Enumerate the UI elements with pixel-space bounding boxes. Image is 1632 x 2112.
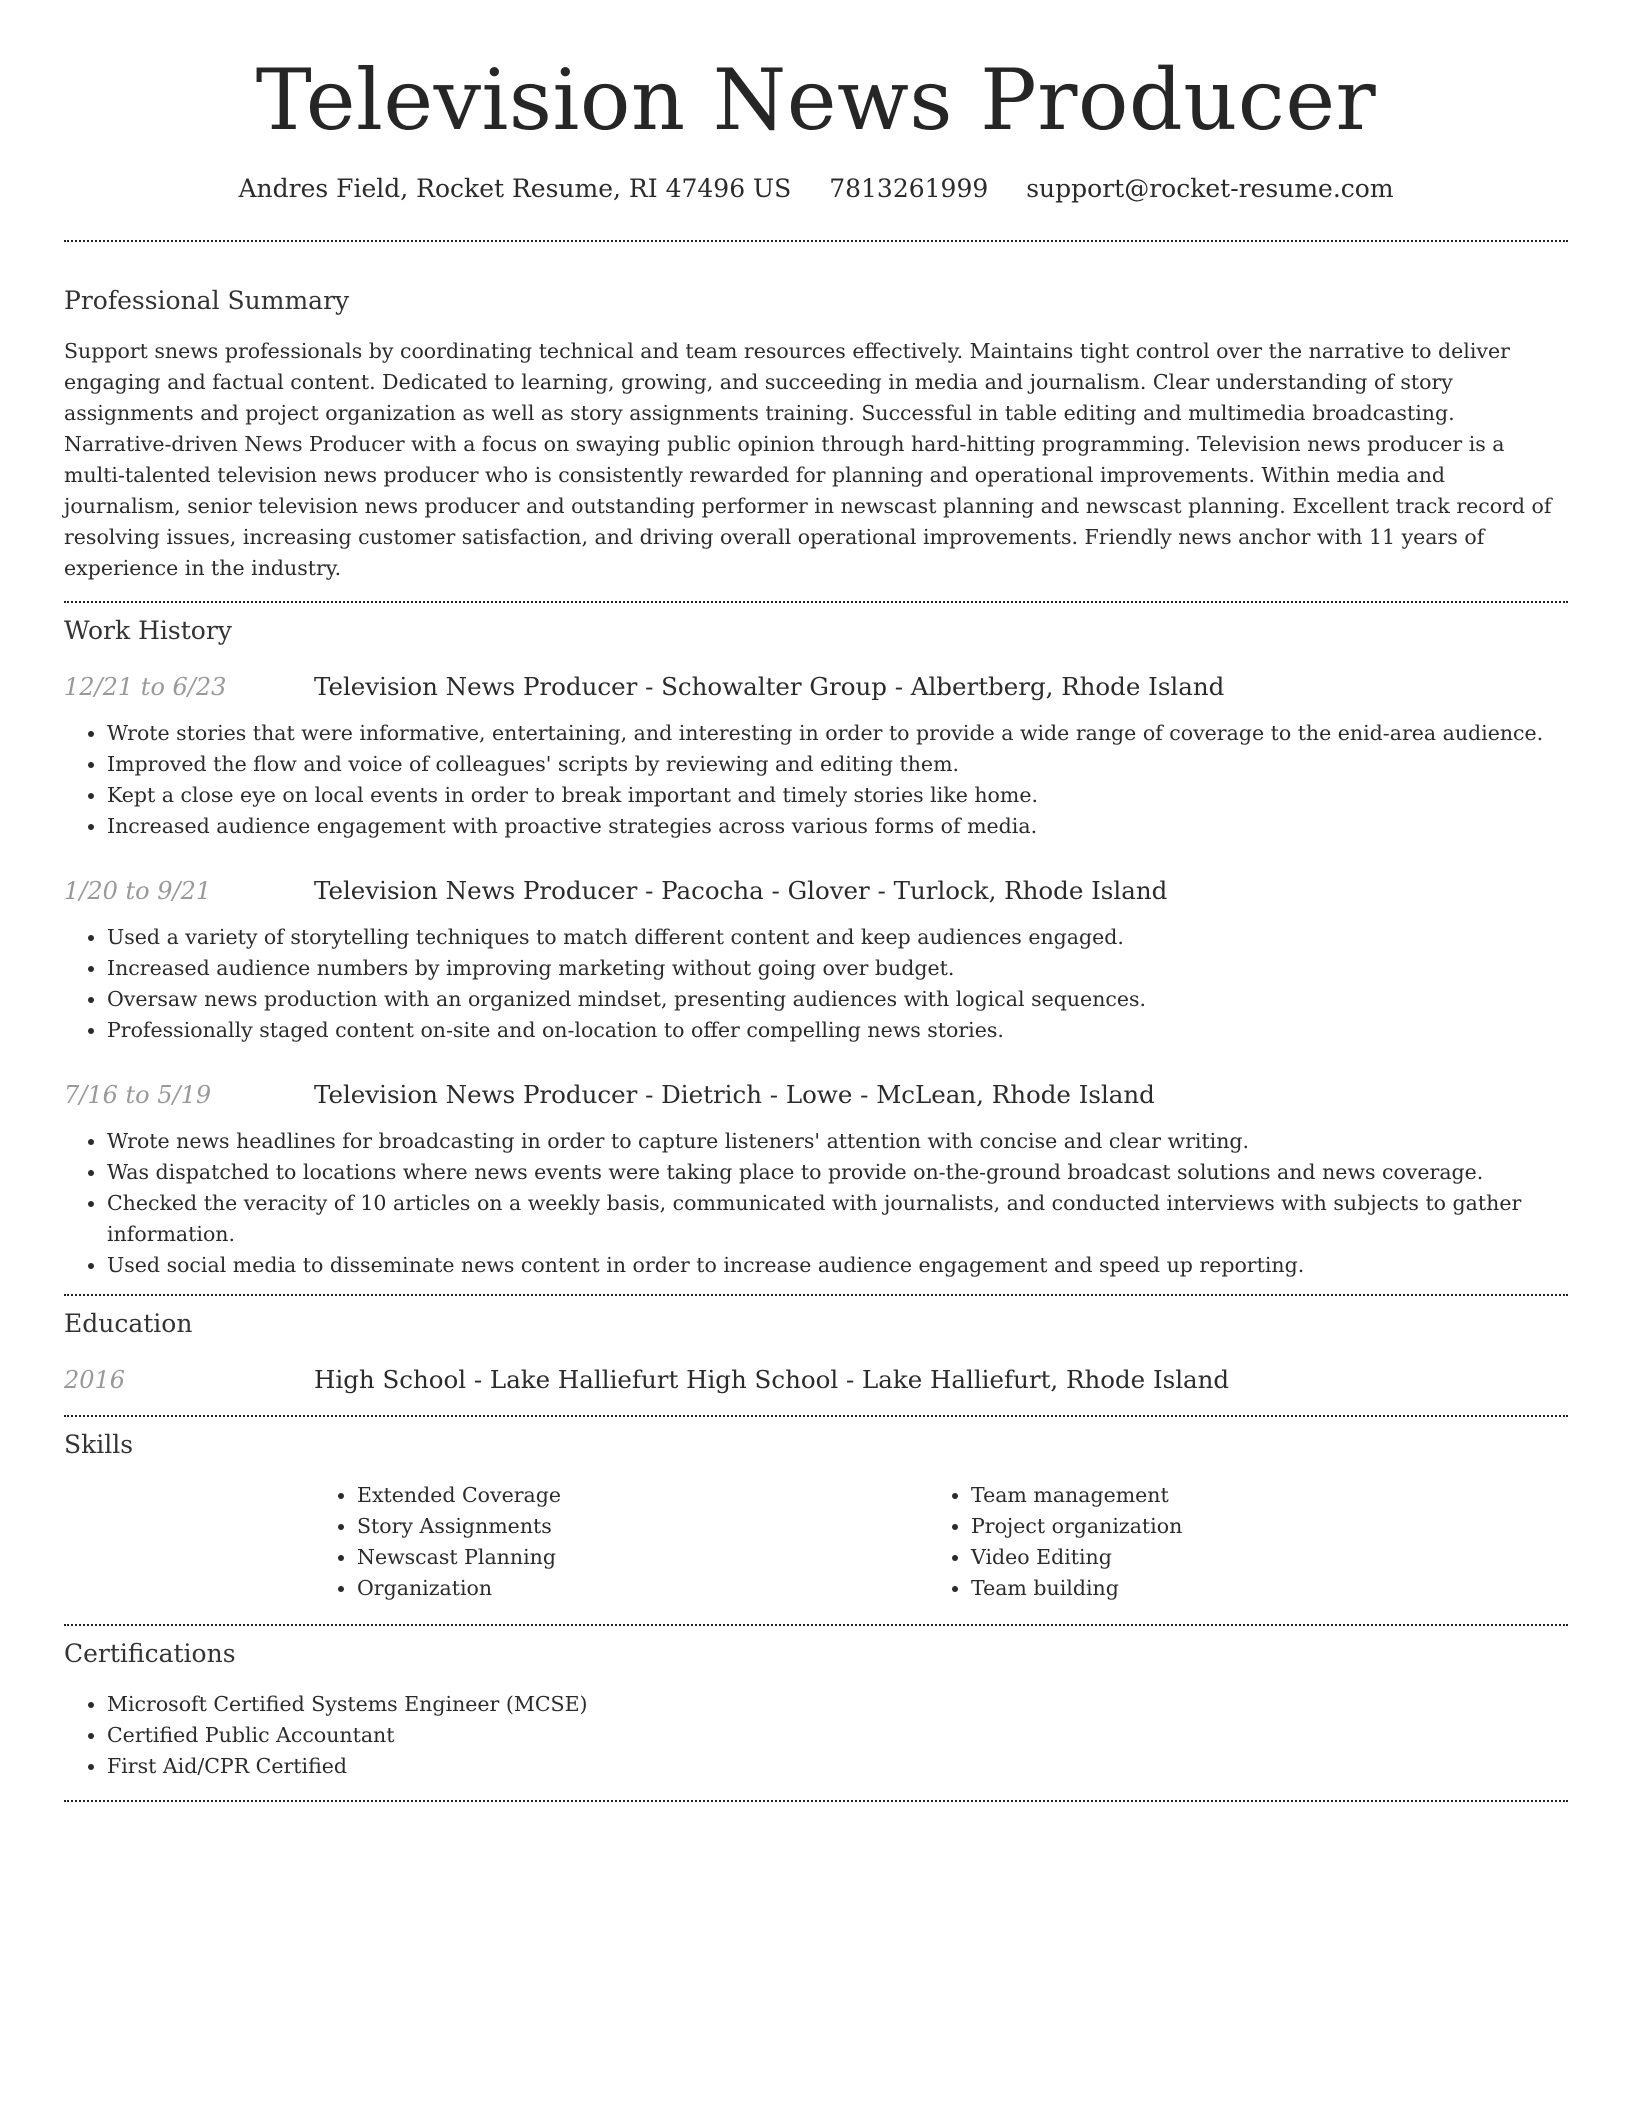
- job-header: [64, 670, 1568, 704]
- summary-section: [64, 284, 1568, 584]
- certifications-section: [64, 1637, 1568, 1782]
- contact-phone: 7813261999: [829, 174, 989, 203]
- job-entry: [64, 670, 1568, 842]
- job-header: [64, 874, 1568, 908]
- divider: [64, 1624, 1568, 1626]
- divider: [64, 1800, 1568, 1802]
- job-title: Television News Producer - Pacocha - Glover - Turlock, Rhode Island: [314, 876, 1168, 905]
- list-item: • Increased audience engagement with proactive strategies across various forms of media.: [107, 811, 1568, 842]
- education-entry: [64, 1363, 1568, 1397]
- list-item: • Organization: [357, 1573, 928, 1604]
- contact-address: Andres Field, Rocket Resume, RI 47496 US: [238, 174, 792, 203]
- education-school: High School - Lake Halliefurt High School - Lake Halliefurt, Rhode Island: [314, 1365, 1230, 1394]
- certifications-list: [64, 1689, 1568, 1782]
- job-entry: [64, 1078, 1568, 1281]
- list-item: • Oversaw news production with an organized mindset, presenting audiences with logical sequences.: [107, 984, 1568, 1015]
- list-item: • Kept a close eye on local events in order to break important and timely stories like home.: [107, 780, 1568, 811]
- divider: [64, 601, 1568, 603]
- list-item: • Team management: [971, 1480, 1542, 1511]
- summary-heading: Professional Summary: [64, 286, 350, 315]
- job-dates: 12/21 to 6/23: [64, 673, 227, 701]
- skills-left-list: [314, 1480, 928, 1604]
- education-year: 2016: [64, 1366, 126, 1394]
- list-item: • Wrote news headlines for broadcasting in order to capture listeners' attention with concise and clear writing.: [107, 1126, 1568, 1157]
- job-header: [64, 1078, 1568, 1112]
- job-bullets: [64, 718, 1568, 842]
- list-item: • Story Assignments: [357, 1511, 928, 1542]
- list-item: • Used a variety of storytelling techniques to match different content and keep audiences engaged.: [107, 922, 1568, 953]
- summary-text: Support snews professionals by coordinating technical and team resources effectively. Maintains tight control over the narrative to deliver engaging and factual content. Dedicated to learning, growing, and succeeding in media and journalism. Clear understanding of story assignments and project organization as well as story assignments training. Successful in table editing and multimedia broadcasting. Narrative-driven News Producer with a focus on swaying public opinion through hard-hitting programming. Television news producer is a multi-talented television news producer who is consistently rewarded for planning and operational improvements. Within media and journalism, senior television news producer and outstanding performer in newscast planning and newscast planning. Excellent track record of resolving issues, increasing customer satisfaction, and driving overall operational improvements. Friendly news anchor with 11 years of experience in the industry.: [64, 339, 1552, 580]
- list-item: • Was dispatched to locations where news events were taking place to provide on-the-ground broadcast solutions and news coverage.: [107, 1157, 1568, 1188]
- divider: [64, 1415, 1568, 1417]
- job-bullets: [64, 922, 1568, 1046]
- certifications-heading: Certifications: [64, 1639, 236, 1668]
- skills-section: [64, 1428, 1568, 1604]
- job-title: Television News Producer - Dietrich - Lowe - McLean, Rhode Island: [314, 1080, 1155, 1109]
- job-title: Television News Producer - Schowalter Group - Albertberg, Rhode Island: [314, 672, 1225, 701]
- list-item: • Certified Public Accountant: [107, 1720, 1568, 1751]
- work-history-section: [64, 614, 1568, 1281]
- divider: [64, 240, 1568, 242]
- list-item: • Wrote stories that were informative, entertaining, and interesting in order to provide a wide range of coverage to the enid-area audience.: [107, 718, 1568, 749]
- list-item: • Used social media to disseminate news content in order to increase audience engagement and speed up reporting.: [107, 1250, 1568, 1281]
- skills-column-left: [314, 1480, 928, 1604]
- skills-heading: Skills: [64, 1430, 134, 1459]
- divider: [64, 1294, 1568, 1296]
- list-item: • Microsoft Certified Systems Engineer (MCSE): [107, 1689, 1568, 1720]
- contact-email: support@rocket-resume.com: [1026, 174, 1394, 203]
- job-dates: 1/20 to 9/21: [64, 877, 212, 905]
- list-item: • Increased audience numbers by improving marketing without going over budget.: [107, 953, 1568, 984]
- list-item: • Extended Coverage: [357, 1480, 928, 1511]
- skills-right-list: [928, 1480, 1542, 1604]
- education-heading: Education: [64, 1309, 193, 1338]
- job-entry: [64, 874, 1568, 1046]
- contact-line: [64, 172, 1568, 206]
- education-section: [64, 1307, 1568, 1397]
- list-item: • Improved the flow and voice of colleagues' scripts by reviewing and editing them.: [107, 749, 1568, 780]
- skills-list: [314, 1480, 1568, 1604]
- job-bullets: [64, 1126, 1568, 1281]
- skills-column-right: [928, 1480, 1542, 1604]
- list-item: • Project organization: [971, 1511, 1542, 1542]
- list-item: • Newscast Planning: [357, 1542, 928, 1573]
- list-item: • Professionally staged content on-site and on-location to offer compelling news stories.: [107, 1015, 1568, 1046]
- list-item: • Team building: [971, 1573, 1542, 1604]
- job-dates: 7/16 to 5/19: [64, 1081, 212, 1109]
- page-title: Television News Producer: [255, 51, 1377, 149]
- list-item: • First Aid/CPR Certified: [107, 1751, 1568, 1782]
- list-item: • Video Editing: [971, 1542, 1542, 1573]
- list-item: • Checked the veracity of 10 articles on a weekly basis, communicated with journalists, and conducted interviews with subjects to gather information.: [107, 1188, 1568, 1250]
- work-history-heading: Work History: [64, 616, 232, 645]
